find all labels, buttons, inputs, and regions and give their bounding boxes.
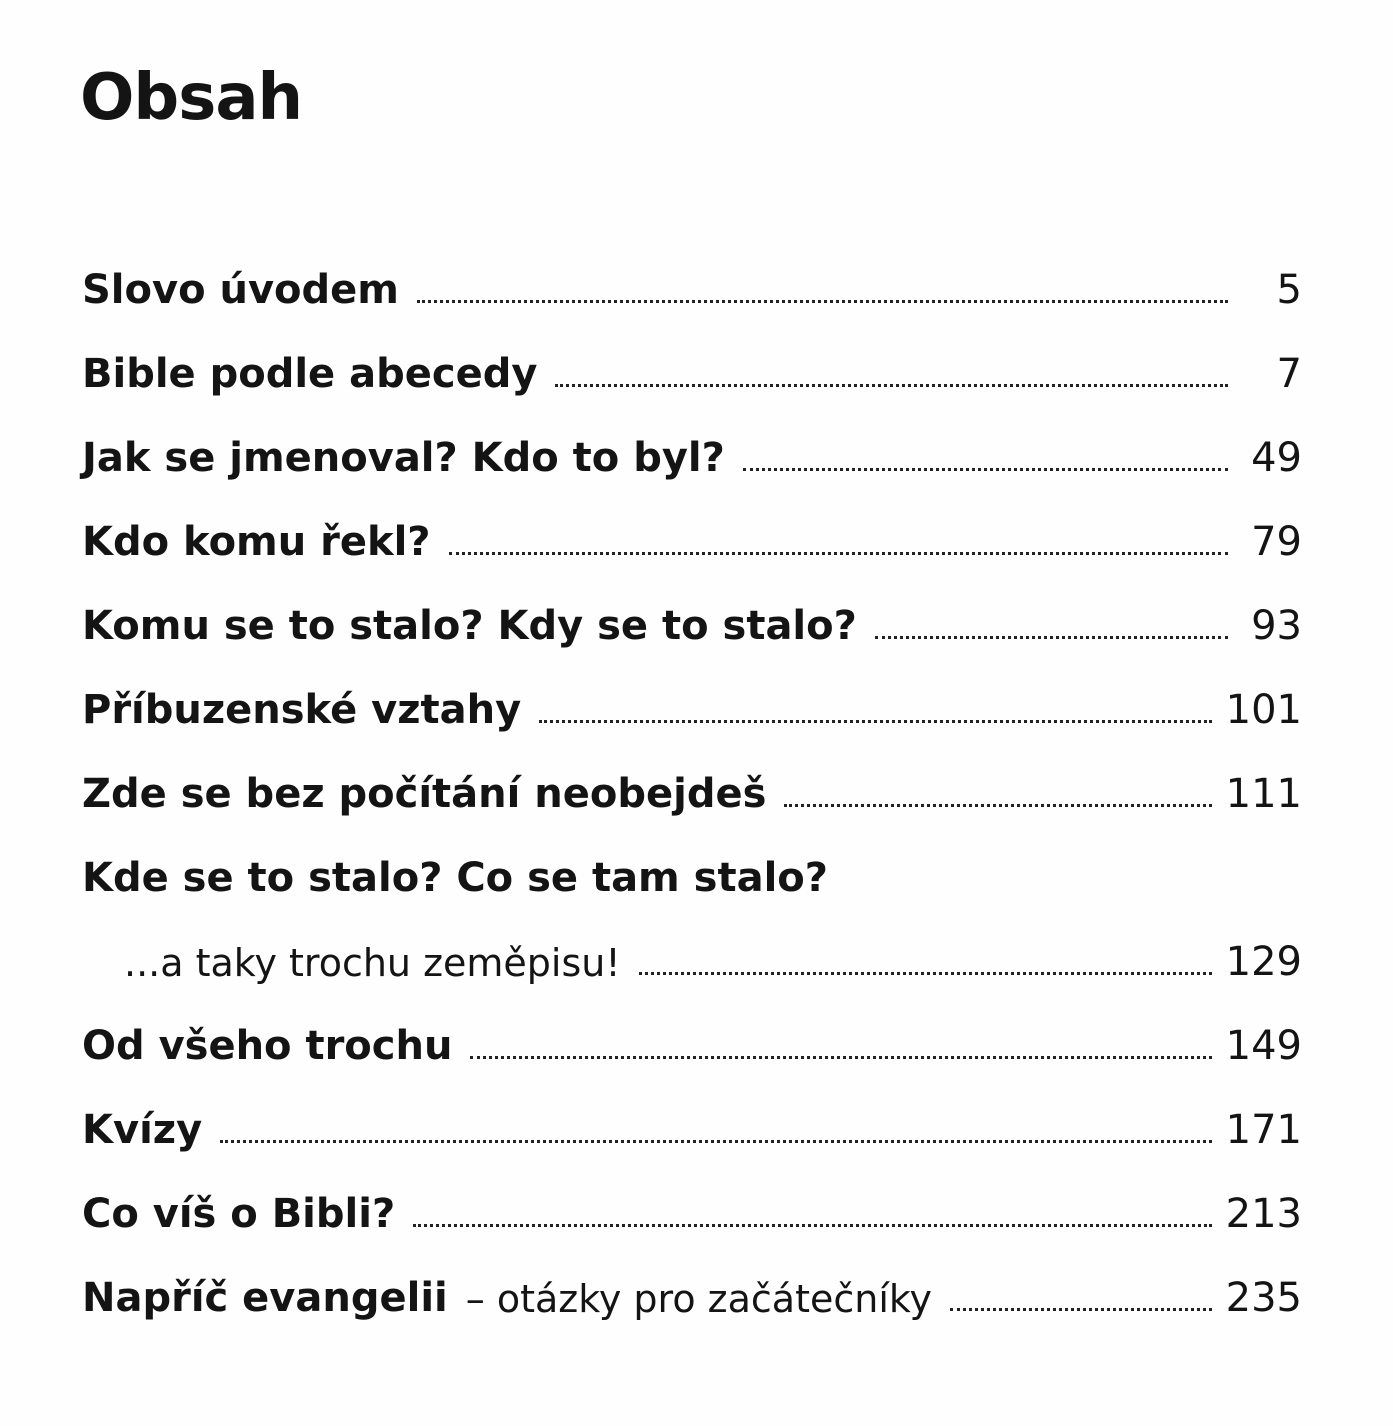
toc-entry-title: Kde se to stalo? Co se tam stalo? [82,855,828,901]
toc-entry [82,1066,1302,1153]
toc-entry-page: 49 [1251,435,1302,481]
dot-leader [470,1056,1211,1059]
toc-entry-title: Kdo komu řekl? [82,519,431,565]
dot-leader [449,552,1229,555]
table-of-contents [82,226,1302,1321]
dot-leader [417,300,1228,303]
toc-entry [82,478,1302,565]
dot-leader [784,804,1211,807]
toc-entry-title: Komu se to stalo? Kdy se to stalo? [82,603,857,649]
toc-entry-page: 171 [1225,1107,1302,1153]
toc-entry [82,1150,1302,1237]
toc-entry-title: Kvízy [82,1107,203,1153]
toc-entry-title: Příbuzenské vztahy [82,687,522,733]
toc-entry-title: Zde se bez počítání neobejdeš [82,771,767,817]
toc-entry-page: 149 [1225,1023,1302,1069]
toc-entry-page: 93 [1251,603,1302,649]
toc-entry [82,310,1302,397]
dot-leader [220,1140,1212,1143]
toc-entry [82,730,1302,817]
toc-entry [82,814,1302,901]
toc-entry [82,562,1302,649]
toc-entry-title: Slovo úvodem [82,267,399,313]
toc-entry [82,394,1302,481]
dot-leader [639,972,1212,975]
page-title: Obsah [80,61,303,135]
toc-entry [82,982,1302,1069]
toc-entry [82,1234,1302,1321]
toc-entry-title: Jak se jmenoval? Kdo to byl? [82,435,725,481]
toc-entry-page: 79 [1251,519,1302,565]
toc-entry-page: 213 [1225,1191,1302,1237]
toc-entry-page: 101 [1225,687,1302,733]
toc-entry-title: Napříč evangelii [82,1275,448,1321]
toc-entry-title: Bible podle abecedy [82,351,538,397]
toc-entry [82,646,1302,733]
toc-entry-title: ...a taky trochu zeměpisu! [124,941,621,985]
toc-entry-page: 5 [1276,267,1302,313]
toc-entry-page: 129 [1225,939,1302,985]
dot-leader [413,1224,1211,1227]
toc-entry [82,226,1302,313]
dot-leader [539,720,1211,723]
toc-entry-page: 111 [1225,771,1302,817]
toc-entry-page: 235 [1225,1275,1302,1321]
toc-subentry [82,898,1302,985]
dot-leader [743,468,1228,471]
toc-entry-page: 7 [1276,351,1302,397]
dot-leader [875,636,1228,639]
toc-entry-title: Co víš o Bibli? [82,1191,396,1237]
toc-entry-title: Od všeho trochu [82,1023,453,1069]
dot-leader [555,384,1228,387]
dot-leader [950,1308,1212,1311]
toc-entry-subtitle: – otázky pro začátečníky [465,1277,933,1321]
